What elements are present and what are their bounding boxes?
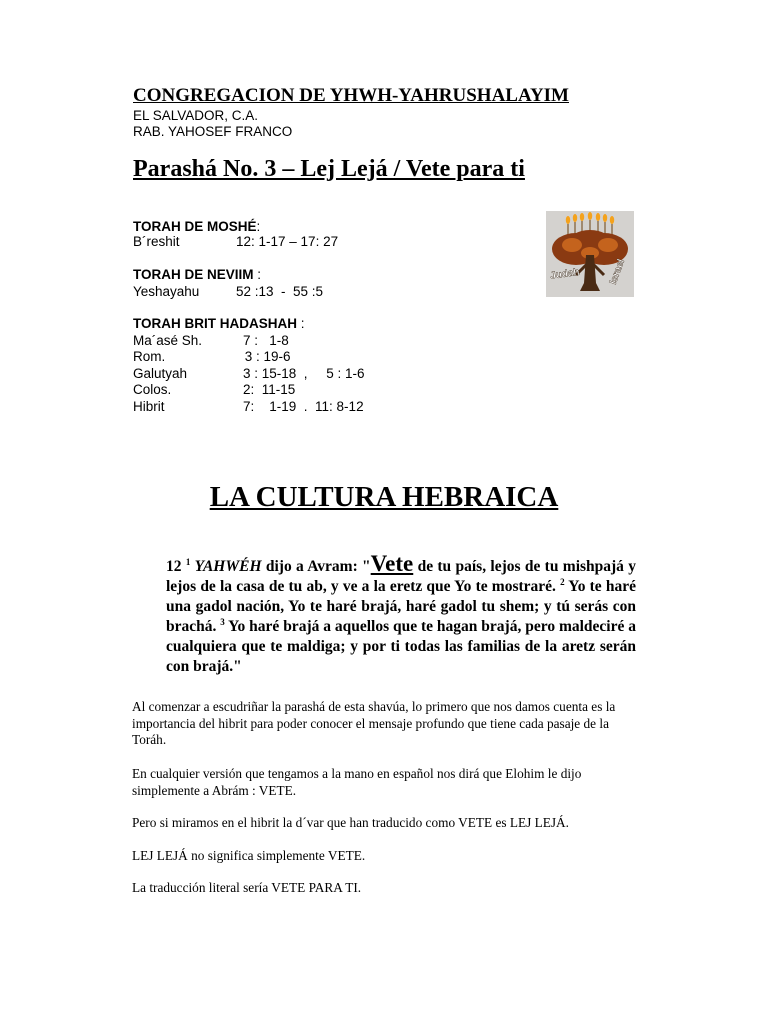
- body-paragraph: En cualquier versión que tengamos a la mano en español nos dirá que Elohim le dijo simplemente a Abrám : VETE.: [132, 766, 582, 798]
- menorah-tree-logo: [546, 211, 634, 297]
- svg-text:Judah: Judah: [549, 266, 581, 282]
- reading-book: Ma´asé Sh.: [133, 333, 203, 348]
- reading-ref: 7 : 1-8: [243, 333, 289, 348]
- body-paragraph: Pero si miramos en el hibrit la d´var que han traducido como VETE es LEJ LEJÁ.: [132, 815, 569, 830]
- reading-ref: 3 : 15-18 , 5 : 1-6: [243, 366, 365, 381]
- verse-text-2: Yo te haré una gadol nación, Yo te haré brajá, haré gadol tu shem; y tú serás con brachá.: [166, 578, 636, 635]
- section-heading-brit-text: TORAH BRIT HADASHAH: [133, 316, 297, 331]
- body-paragraph: Al comenzar a escudriñar la parashá de esta shavúa, lo primero que nos damos cuenta es la importancia del hibrit para poder conocer el mensaje profundo que tiene cada pasaje de la Toráh.: [132, 699, 616, 747]
- section-heading-moshe-colon: :: [256, 219, 261, 234]
- reading-book: Hibrit: [133, 399, 165, 414]
- verse-text-1: de tu país, lejos de tu mishpajá y lejos de la casa de tu ab, y ve a la eretz que Yo te mostraré.: [166, 558, 637, 595]
- reading-ref: 12: 1-17 – 17: 27: [236, 234, 339, 249]
- reading-book: Yeshayahu: [133, 284, 200, 299]
- reading-ref: 52 :13 - 55 :5: [236, 284, 324, 299]
- section-heading-brit-colon: :: [297, 316, 305, 331]
- section-heading-moshe-text: TORAH DE MOSHÉ: [133, 219, 257, 234]
- verse-vete-word: Vete: [370, 551, 414, 576]
- svg-text:Israel: Israel: [607, 257, 628, 287]
- verse-block: [166, 551, 637, 677]
- rabbi-line: RAB. YAHOSEF FRANCO: [133, 124, 293, 139]
- reading-book: Galutyah: [133, 366, 188, 381]
- verse-number-3: 3: [220, 616, 225, 627]
- reading-ref: 2: 11-15: [243, 382, 296, 397]
- reading-book: B´reshit: [133, 234, 180, 249]
- reading-book: Rom.: [133, 349, 166, 364]
- verse-chapter: 12: [166, 558, 182, 575]
- reading-book: Colos.: [133, 382, 172, 397]
- section-heading-moshe: [133, 219, 260, 234]
- body-paragraph: LEJ LEJÁ no significa simplemente VETE.: [132, 848, 366, 863]
- location-line: EL SALVADOR, C.A.: [133, 108, 259, 123]
- section-heading-neviim-text: TORAH DE NEVIIM: [133, 267, 254, 282]
- main-heading-text: LA CULTURA HEBRAICA: [209, 481, 559, 513]
- reading-ref: 3 : 19-6: [241, 349, 291, 364]
- reading-ref: 7: 1-19 . 11: 8-12: [243, 399, 364, 414]
- section-heading-brit: [133, 316, 305, 331]
- verse-text-3: Yo haré brajá a aquellos que te hagan brajá, pero maldeciré a cualquiera que te maldiga; y por ti todas las familias de la aretz serán con brajá.": [166, 618, 636, 675]
- verse-number-2: 2: [560, 576, 565, 587]
- verse-intro: dijo a Avram: ": [261, 558, 371, 575]
- section-heading-neviim-colon: :: [253, 267, 262, 282]
- body-paragraph: La traducción literal sería VETE PARA TI.: [132, 880, 362, 895]
- verse-divine-name: YAHWÉH: [194, 558, 262, 575]
- section-heading-neviim: [133, 267, 261, 282]
- main-heading: [0, 481, 768, 514]
- menorah-tree-icon: [546, 211, 634, 297]
- verse-number-1: 1: [185, 556, 191, 567]
- parasha-title: Parashá No. 3 – Lej Lejá / Vete para ti: [133, 156, 525, 182]
- congregation-name: CONGREGACION DE YHWH-YAHRUSHALAYIM: [133, 85, 569, 106]
